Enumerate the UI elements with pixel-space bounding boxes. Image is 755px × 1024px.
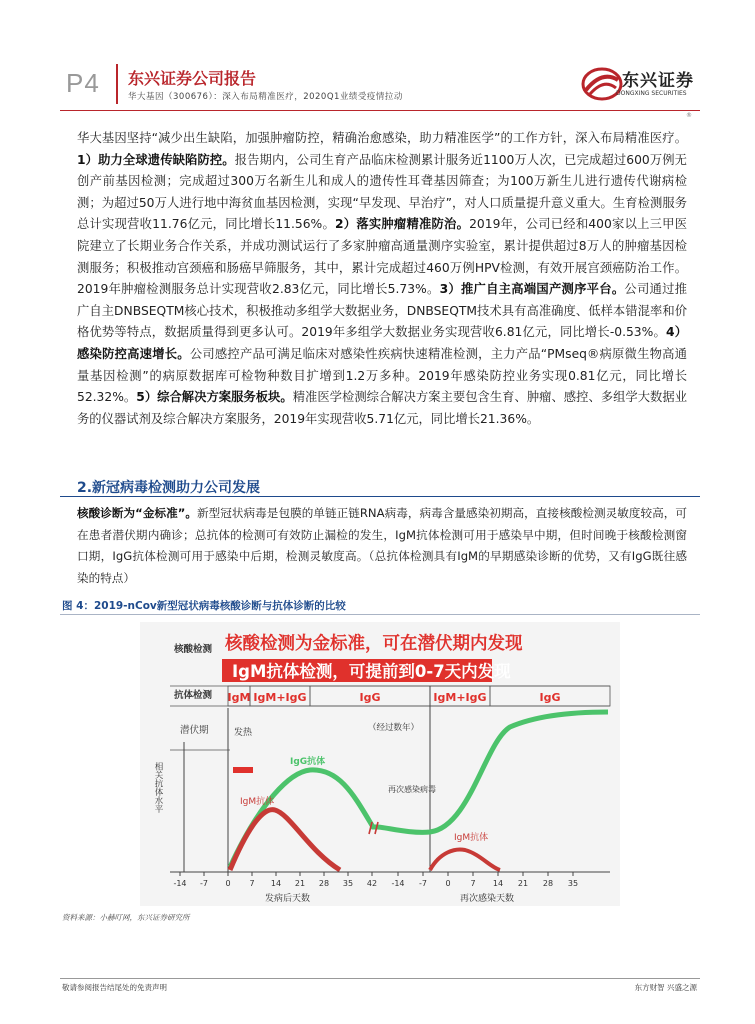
x-tick-label: 21 [294, 879, 306, 888]
point-5-heading: 5）综合解决方案服务板块。 [136, 390, 293, 405]
label-years-later: （经过数年） [368, 723, 420, 733]
label-igg-curve: IgG抗体 [290, 757, 326, 767]
covid-paragraph [77, 503, 687, 589]
covid-detection-diagram [140, 622, 620, 906]
fever-marker [233, 767, 253, 773]
header-divider [116, 64, 118, 104]
x-tick-label: 35 [342, 879, 354, 888]
x-tick-label: 28 [318, 879, 330, 888]
antibody-cell-label: IgG [539, 691, 561, 704]
header-rule [60, 110, 700, 111]
figure-source: 资料来源：小赫叮网，东兴证券研究所 [62, 913, 190, 922]
x-tick-label: -14 [391, 879, 405, 888]
point-1-heading: 1）助力全球遗传缺陷防控。 [77, 152, 235, 167]
figure-title: 图 4：2019-nCov新型冠状病毒核酸诊断与抗体诊断的比较 [62, 600, 346, 612]
label-igm-curve: IgM抗体 [240, 797, 275, 807]
footer-slogan: 东方财智 兴盛之源 [634, 983, 697, 992]
label-fever: 发热 [234, 728, 253, 738]
intro-text-4: 公司通过推广自主DNBSEQTM核心技术，积极推动多组学大数据业务，DNBSEQTM技术具有高准确度、低样本错混率和价格优势等特点，数据质量得到更多认可。2019年多组学大数据业务实现营收6.81亿元，同比增长-0.53%。 [77, 282, 687, 340]
x-tick-label: 0 [445, 879, 451, 888]
label-antibody: 抗体检测 [174, 690, 213, 701]
x-tick-label: -14 [173, 879, 187, 888]
footer-disclaimer: 敬请参阅报告结尾处的免责声明 [62, 983, 167, 992]
x-tick-label: 42 [366, 879, 378, 888]
section-title: 2.新冠病毒检测助力公司发展 [77, 480, 261, 496]
antibody-cell-label: IgM+IgG [433, 691, 487, 704]
label-reinfection: 再次感染病毒 [388, 785, 436, 794]
point-2-heading: 2）落实肿瘤精准防治。 [335, 217, 470, 232]
label-incubation: 潜伏期 [180, 725, 209, 736]
covid-text: 新型冠状病毒是包膜的单链正链RNA病毒，病毒含量感染初期高，直接核酸检测灵敏度较高，可在患者潜伏期内确诊；总抗体的检测可有效防止漏检的发生，IgM抗体检测可用于感染早中期，但时间晚于核酸检测窗口期，IgG抗体检测可用于感染中后期，检测灵敏度高。（总抗体检测具有IgM的早期感染诊断的优势，又有IgG既往感染的特点） [77, 506, 687, 585]
logo-text: 东兴证券 [622, 71, 694, 91]
intro-text-6: 精准医学检测综合解决方案主要包含生育、肿瘤、感控、多组学大数据业务的仪器试剂及综合解决方案服务，2019年实现营收5.71亿元，同比增长21.36%。 [77, 390, 687, 426]
footer-rule [60, 978, 700, 979]
antibody-cell-label: IgM+IgG [253, 691, 307, 704]
section-rule [60, 496, 700, 497]
x-tick-label: 7 [249, 879, 255, 888]
logo-english: DONGXING SECURITIES [616, 90, 687, 97]
intro-paragraph [77, 128, 687, 430]
logo-mark: ® [686, 112, 692, 119]
gold-standard-heading: 核酸诊断为“金标准”。 [77, 506, 198, 520]
y-axis-label: 相关抗体水平 [153, 762, 163, 813]
figure-rule [60, 614, 700, 615]
x-axis-label-2: 再次感染天数 [460, 894, 515, 904]
banner-igm: IgM抗体检测，可提前到0-7天内发现 [232, 662, 511, 681]
x-tick-label: 14 [492, 879, 504, 888]
x-tick-label: -7 [419, 879, 427, 888]
intro-text-3: 2019年，公司已经和400家以上三甲医院建立了长期业务合作关系，并成功测试运行了多家肿瘤高通量测序实验室，累计提供超过8万人的肿瘤基因检测服务；积极推动宫颈癌和肠癌早筛服务，其中，累计完成超过460万例HPV检测，有效开展宫颈癌防治工作。2019年肿瘤检测服务总计实现营收2.83亿元，同比增长5.73%。 [77, 217, 688, 297]
x-tick-label: 14 [270, 879, 282, 888]
antibody-cell-label: IgM [227, 691, 251, 704]
antibody-cell-label: IgG [359, 691, 381, 704]
x-tick-label: 21 [517, 879, 529, 888]
intro-text-2: 报告期内，公司生育产品临床检测累计服务近1100万人次，已完成超过600万例无创产前基因检测；完成超过300万名新生儿和成人的遗传性耳聋基因筛查；为100万新生儿进行遗传代谢病检测；为超过50万人进行地中海贫血基因检测，实现“早发现、早治疗”，对人口质量提升意义重大。生育检测服务总计实现营收11.76亿元，同比增长11.56%。 [77, 152, 687, 232]
x-tick-label: 35 [567, 879, 579, 888]
x-tick-label: 28 [542, 879, 554, 888]
point-3-heading: 3）推广自主高端国产测序平台。 [439, 282, 625, 297]
point-4-heading: 4）感染防控高速增长。 [77, 325, 687, 361]
report-title: 东兴证券公司报告 [128, 69, 257, 88]
report-subtitle: 华大基因（300676）：深入布局精准医疗，2020Q1业绩受疫情拉动 [128, 92, 403, 102]
x-axis-label-1: 发病后天数 [265, 894, 311, 904]
label-nucleic: 核酸检测 [174, 644, 213, 655]
banner-nucleic: 核酸检测为金标准，可在潜伏期内发现 [225, 634, 523, 654]
page-number: P4 [66, 68, 100, 98]
label-igm-curve-2: IgM抗体 [454, 833, 489, 843]
x-tick-label: 0 [225, 879, 231, 888]
intro-text-1: 华大基因坚持“减少出生缺陷，加强肿瘤防控，精确治愈感染，助力精准医学”的工作方针，深入布局精准医疗。 [77, 131, 687, 145]
intro-text-5: 公司感控产品可满足临床对感染性疾病快速精准检测，主力产品“PMseq®病原微生物高通量基因检测”的病原数据库可检物种数目扩增到1.2万多种。2019年感染防控业务实现0.81亿元，同比增长52.32%。 [77, 346, 687, 405]
x-tick-label: 7 [470, 879, 476, 888]
x-tick-label: -7 [200, 879, 208, 888]
